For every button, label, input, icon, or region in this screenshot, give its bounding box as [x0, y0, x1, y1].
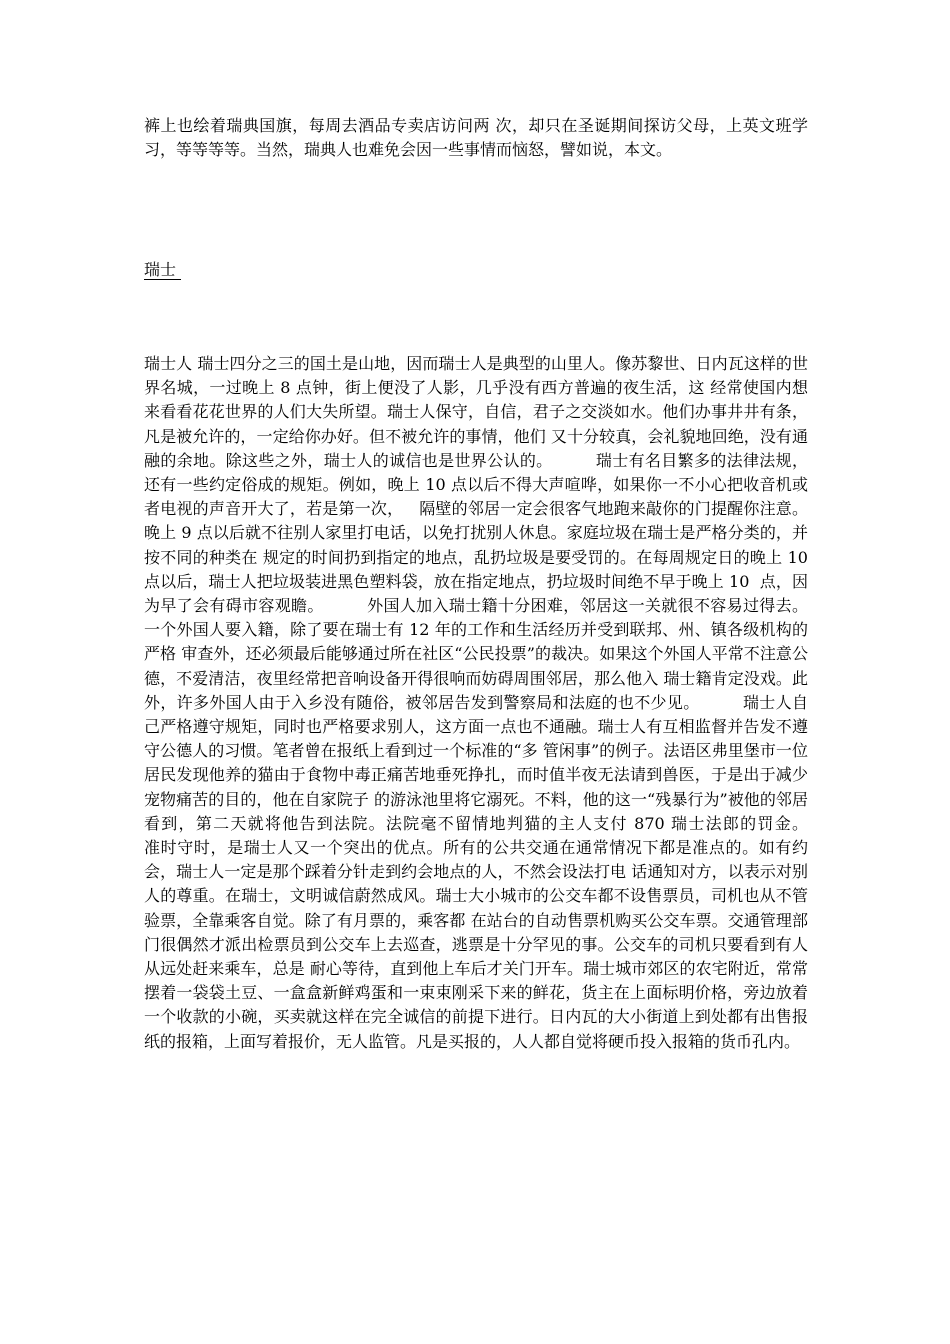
section-heading — [144, 258, 181, 282]
intro-paragraph: 裤上也绘着瑞典国旗，每周去酒品专卖店访问两 次，却只在圣诞期间探访父母，上英文班学习，等等等等。当然，瑞典人也难免会因一些事情而恼怒，譬如说，本文。 — [144, 116, 808, 160]
section-heading-text: 瑞士 — [144, 260, 181, 280]
body-paragraph: 瑞士人 瑞士四分之三的国土是山地，因而瑞士人是典型的山里人。像苏黎世、日内瓦这样的世界名城，一过晚上 8 点钟，街上便没了人影，几乎没有西方普遍的夜生活，这 经常使国内想来看看花花世界的人们大失所望。瑞士人保守，自信，君子之交淡如水。他们办事井井有条，凡是被允许的，一定给你办好。但不被允许的事情，他们 又十分较真，会礼貌地回绝，没有通融的余地。除这些之外，瑞士人的诚信也是世界公认的。 瑞士有名目繁多的法律法规，还有一些约定俗成的规矩。例如，晚上 10 点以后不得大声喧哗，如果你一不小心把收音机或者电视的声音开大了，若是第一次， 隔壁的邻居一定会很客气地跑来敲你的门提醒你注意。晚上 9 点以后就不往别人家里打电话，以免打扰别人休息。家庭垃圾在瑞士是严格分类的，并按不同的种类在 规定的时间扔到指定的地点，乱扔垃圾是要受罚的。在每周规定日的晚上 10 点以后，瑞士人把垃圾装进黑色塑料袋，放在指定地点，扔垃圾时间绝不早于晚上 10 点，因为早了会有碍市容观瞻。 外国人加入瑞士籍十分困难，邻居这一关就很不容易过得去。一个外国人要入籍，除了要在瑞士有 12 年的工作和生活经历并受到联邦、州、镇各级机构的严格 审查外，还必须最后能够通过所在社区“公民投票”的裁决。如果这个外国人平常不注意公德，不爱清洁，夜里经常把音响设备开得很响而妨碍周围邻居，那么他入 瑞士籍肯定没戏。此外，许多外国人由于入乡没有随俗，被邻居告发到警察局和法庭的也不少见。 瑞士人自己严格遵守规矩，同时也严格要求别人，这方面一点也不通融。瑞士人有互相监督并告发不遵守公德人的习惯。笔者曾在报纸上看到过一个标准的“多 管闲事”的例子。法语区弗里堡市一位居民发现他养的猫由于食物中毒正痛苦地垂死挣扎，而时值半夜无法请到兽医，于是出于减少宠物痛苦的目的，他在自家院子 的游泳池里将它溺死。不料，他的这一“残暴行为”被他的邻居看到，第二天就将他告到法院。法院毫不留情地判猫的主人支付 870 瑞士法郎的罚金。 准时守时，是瑞士人又一个突出的优点。所有的公共交通在通常情况下都是准点的。如有约会，瑞士人一定是那个踩着分针走到约会地点的人，不然会设法打电 话通知对方，以表示对别人的尊重。在瑞士，文明诚信蔚然成风。瑞士大小城市的公交车都不设售票员，司机也从不管验票，全靠乘客自觉。除了有月票的，乘客都 在站台的自动售票机购买公交车票。交通管理部门很偶然才派出检票员到公交车上去巡查，逃票是十分罕见的事。公交车的司机只要看到有人从远处赶来乘车，总是 耐心等待，直到他上车后才关门开车。瑞士城市郊区的农宅附近，常常摆着一袋袋土豆、一盒盒新鲜鸡蛋和一束束刚采下来的鲜花，货主在上面标明价格，旁边放着 一个收款的小碗，买卖就这样在完全诚信的前提下进行。日内瓦的大小街道上到处都有出售报纸的报箱，上面写着报价，无人监管。凡是买报的，人人都自觉将硬币投入报箱的货币孔内。 — [144, 354, 849, 1051]
